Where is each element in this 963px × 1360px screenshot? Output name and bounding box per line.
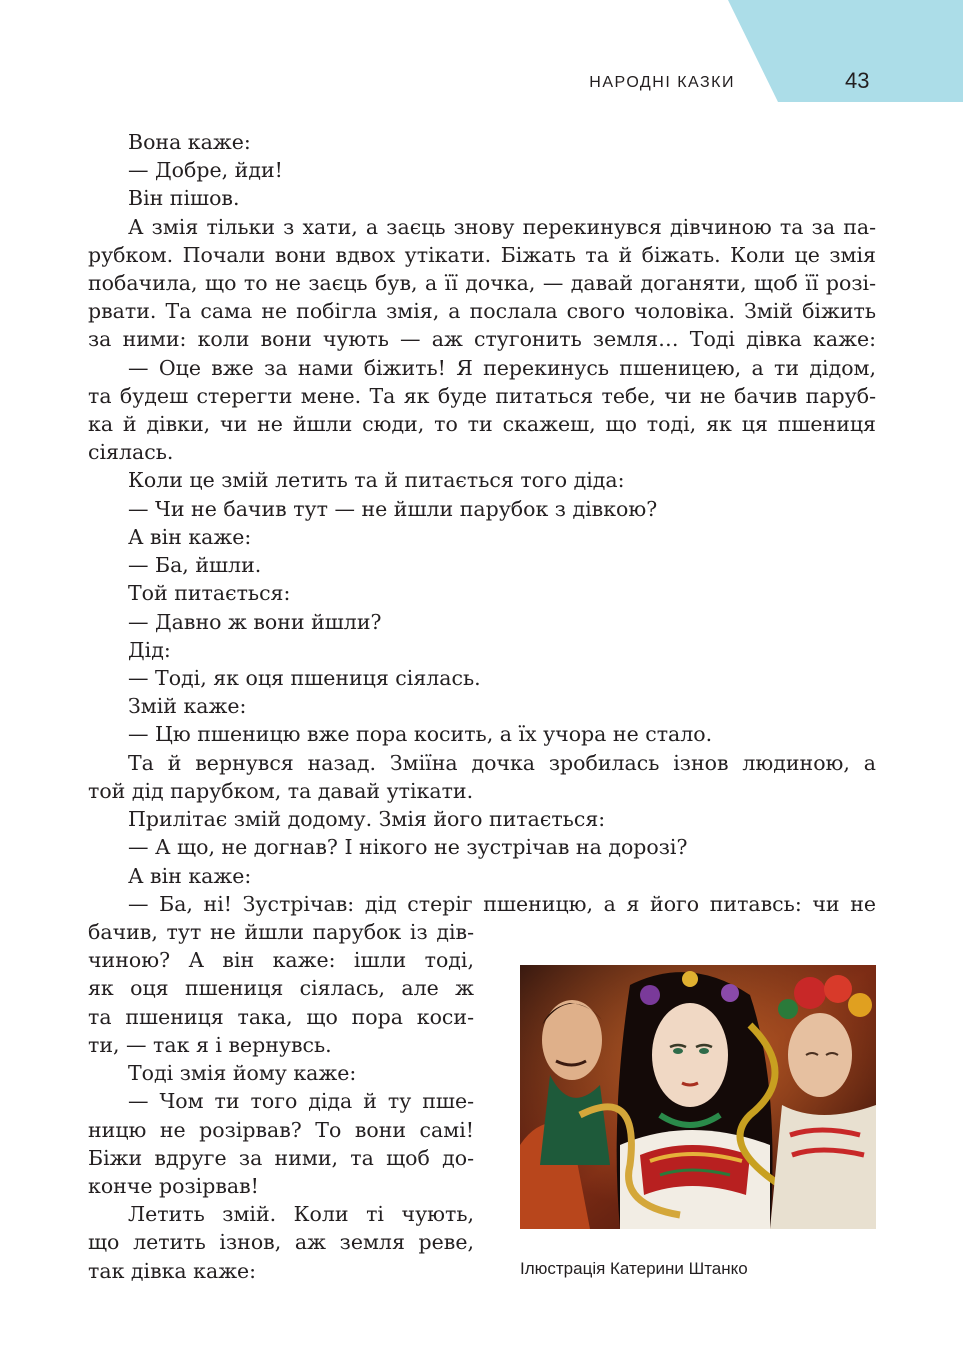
- illustration-image: [520, 965, 876, 1229]
- text-line: Коли це змій летить та й питається того діда:: [128, 468, 625, 492]
- text-line: та пшениця така, що пора коси-: [88, 1005, 474, 1029]
- text-line: — А що, не догнав? І нікого не зустрічав на дорозі?: [128, 835, 688, 859]
- text-line: ка й дівки, чи не йшли сюди, то ти скажеш, що тоді, як ця пшениця: [88, 412, 876, 436]
- illustration-caption: Ілюстрація Катерини Штанко: [520, 1259, 748, 1278]
- text-line: — Ба, йшли.: [128, 553, 262, 577]
- text-line: Біжи вдруге за ними, та щоб до-: [88, 1146, 474, 1170]
- text-line: бачив, тут не йшли парубок із дів-: [88, 920, 474, 944]
- text-line: ницю не розірвав? То вони самі!: [88, 1118, 474, 1142]
- text-line: — Цю пшеницю вже пора косить, а їх учора не стало.: [128, 722, 713, 746]
- text-line: що летить ізнов, аж земля реве,: [88, 1230, 474, 1254]
- text-line: конче розірвав!: [88, 1174, 259, 1198]
- text-line: — Давно ж вони йшли?: [128, 610, 382, 634]
- text-line: так дівка каже:: [88, 1259, 257, 1283]
- text-line: той дід парубком, та давай утікати.: [88, 779, 474, 803]
- text-line: рвати. Та сама не побігла змія, а послала свого чоловіка. Змій біжить: [88, 299, 876, 323]
- text-line: — Оце вже за нами біжить! Я перекинусь пшеницею, а ти дідом,: [128, 356, 876, 380]
- text-line: Тоді змія йому каже:: [128, 1061, 357, 1085]
- page-number: 43: [845, 68, 870, 93]
- text-line: Дід:: [128, 638, 171, 662]
- text-line: — Добре, йди!: [128, 158, 283, 182]
- text-line: побачила, що то не заєць був, а її дочка, — давай доганяти, щоб її розі-: [88, 271, 876, 295]
- text-line: Та й вернувся назад. Зміїна дочка зробилась ізнов людиною, а: [128, 751, 876, 775]
- text-line: як оця пшениця сіялась, але ж: [88, 976, 474, 1000]
- section-title: НАРОДНІ КАЗКИ: [589, 74, 735, 91]
- text-line: — Чом ти того діда й ту пше-: [128, 1089, 474, 1113]
- text-line: та будеш стерегти мене. Та як буде питаться тебе, чи не бачив паруб-: [88, 384, 876, 408]
- text-line: Той питається:: [128, 581, 291, 605]
- text-line: А змія тільки з хати, а заєць знову перекинувся дівчиною та за па-: [128, 215, 876, 239]
- text-line: Вона каже:: [128, 130, 251, 154]
- text-line: А він каже:: [128, 864, 252, 888]
- text-line: ти, — так я і вернувсь.: [88, 1033, 332, 1057]
- text-line: Він пішов.: [128, 186, 240, 210]
- header-accent-band: [0, 0, 963, 102]
- text-line: чиною? А він каже: ішли тоді,: [88, 948, 474, 972]
- text-line: Прилітає змій додому. Змія його питається:: [128, 807, 606, 831]
- text-line: — Тоді, як оця пшениця сіялась.: [128, 666, 481, 690]
- text-line: за ними: коли вони чують — аж стугонить земля… Тоді дівка каже:: [88, 327, 876, 351]
- text-line: — Чи не бачив тут — не йшли парубок з дівкою?: [128, 497, 658, 521]
- text-line: Змій каже:: [128, 694, 247, 718]
- text-line: — Ба, ні! Зустрічав: дід стеріг пшеницю, а я його питавсь: чи не: [128, 892, 876, 916]
- text-line: А він каже:: [128, 525, 252, 549]
- text-line: Летить змій. Коли ті чують,: [128, 1202, 474, 1226]
- text-line: сіялась.: [88, 440, 174, 464]
- text-line: рубком. Почали вони вдвох утікати. Біжать та й біжать. Коли це змія: [88, 243, 876, 267]
